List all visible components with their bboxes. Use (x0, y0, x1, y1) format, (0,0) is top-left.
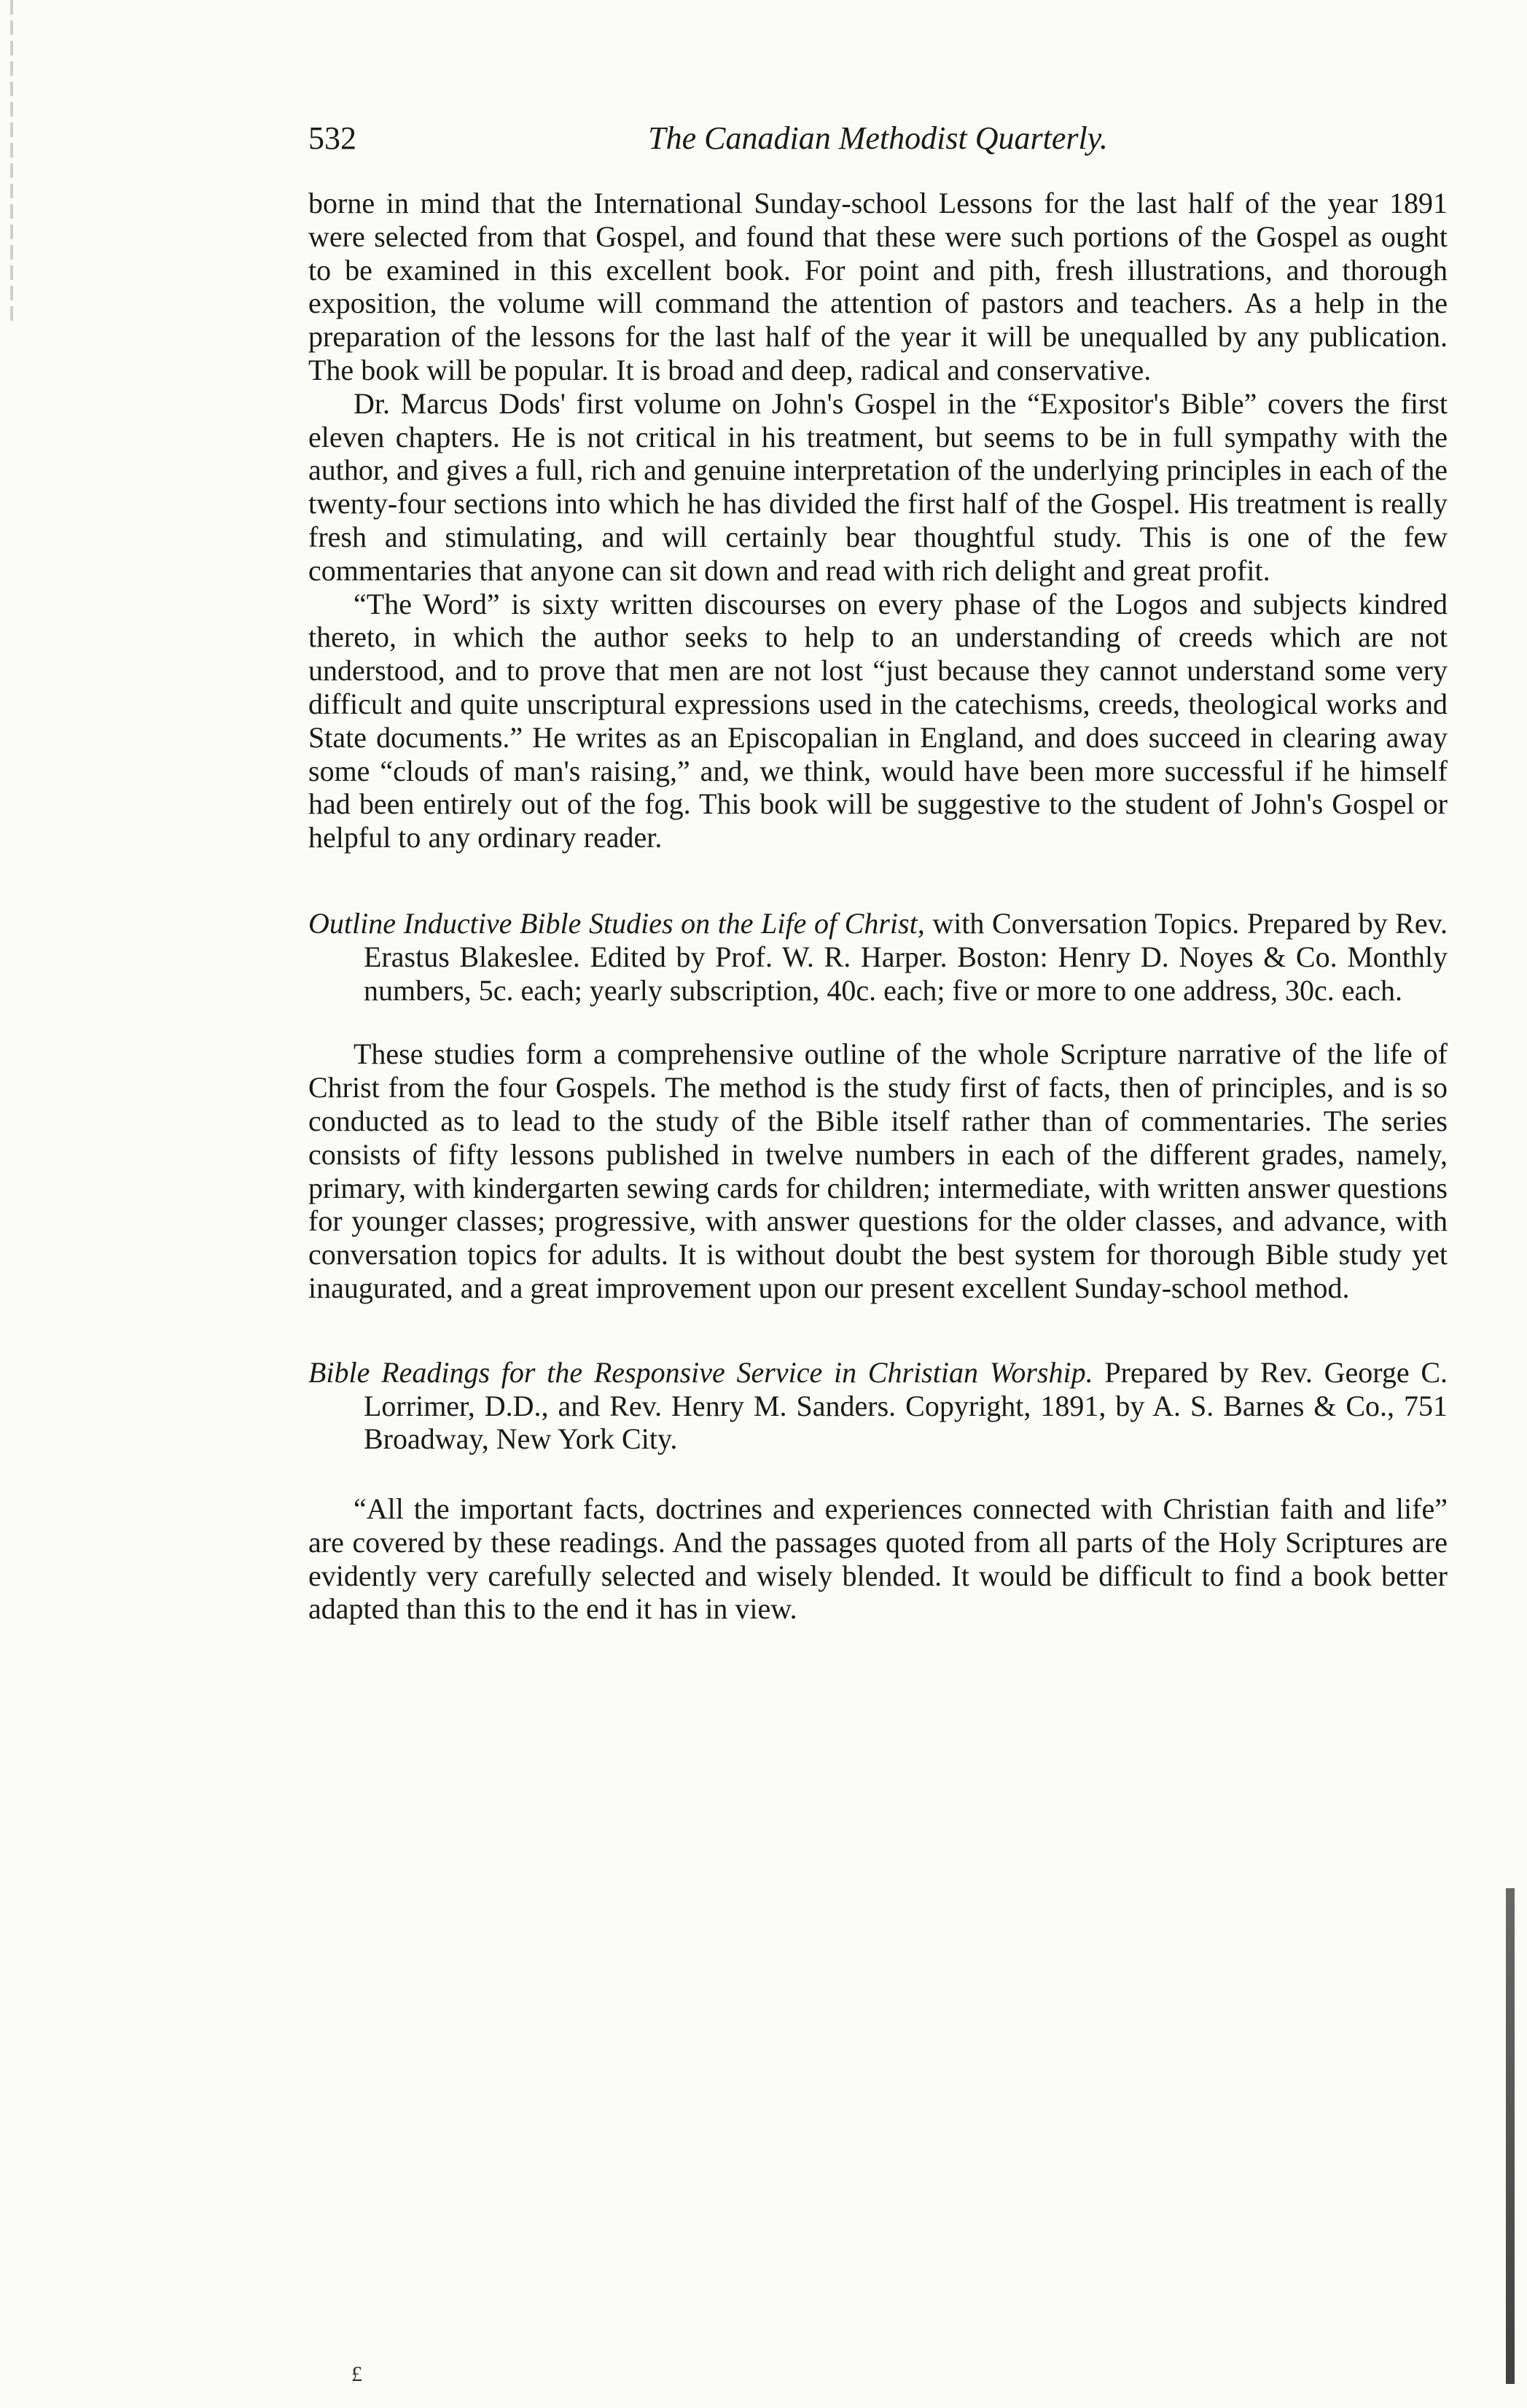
running-head (308, 109, 1448, 168)
page-number: 532 (308, 120, 356, 156)
scan-edge-artifact (1506, 1888, 1515, 2384)
journal-title: The Canadian Methodist Quarterly. (648, 120, 1108, 156)
scan-margin-artifact (10, 0, 13, 321)
footer-mark: £ (351, 2362, 362, 2386)
review-details: Prepared by Rev. George C. Lorrimer, D.D., and Rev. Henry M. Sanders. Copyright, 1891, by A. S. Barnes & Co., 751 Broadway, New York City. (364, 1355, 1448, 1456)
dods-paragraph: Dr. Marcus Dods' first volume on John's Gospel in the “Expositor's Bible” covers the first eleven chapters. He is not critical in his treatment, but seems to be in full sympathy with the author, and gives a full, rich and genuine interpretation of the underlying principles in each of the twenty-four sections into which he has divided the first half of the Gospel. His treatment is really fresh and stimulating, and will certainly bear thoughtful study. This is one of the few commentaries that anyone can sit down and read with rich delight and great profit. (308, 386, 1448, 587)
review-body-outline-studies: These studies form a comprehensive outline of the whole Scripture narrative of the life of Christ from the four Gospels. The method is the study first of facts, then of principles, and is so conducted as to lead to the study of the Bible itself rather than of commentaries. The series consists of fifty lessons published in twelve numbers in each of the different grades, namely, primary, with kindergarten sewing cards for children; intermediate, with written answer questions for younger classes; progressive, with answer questions for the older classes, and advance, with conversation topics for adults. It is without doubt the best system for thorough Bible study yet inaugurated, and a great improvement upon our present excellent Sunday-school method. (308, 1037, 1448, 1304)
review-heading-outline-studies (308, 907, 1448, 1007)
review-title: Bible Readings for the Responsive Service in Christian Worship. (308, 1355, 1093, 1389)
review-heading-bible-readings (308, 1356, 1448, 1456)
continued-paragraph: borne in mind that the International Sunday-school Lessons for the last half of the year 1891 were selected from that Gospel, and found that these were such portions of the Gospel as ought to be examined in this excellent book. For point and pith, fresh illustrations, and thorough exposition, the volume will command the attention of pastors and teachers. As a help in the preparation of the lessons for the last half of the year it will be unequalled by any publication. The book will be popular. It is broad and deep, radical and conservative. (308, 187, 1448, 386)
the-word-paragraph: “The Word” is sixty written discourses on every phase of the Logos and subjects kindred thereto, in which the author seeks to help to an understanding of creeds which are not understood, and to prove that men are not lost “just because they cannot understand some very difficult and quite unscriptural expressions used in the catechisms, creeds, theological works and State documents.” He writes as an Episcopalian in England, and does succeed in clearing away some “clouds of man's raising,” and, we think, would have been more successful if he himself had been entirely out of the fog. This book will be suggestive to the student of John's Gospel or helpful to any ordinary reader. (308, 587, 1448, 854)
review-title: Outline Inductive Bible Studies on the Life of Christ, (308, 906, 925, 940)
book-page (308, 109, 1448, 1626)
review-details: with Conversation Topics. Prepared by Rev. Erastus Blakeslee. Edited by Prof. W. R. Harper. Boston: Henry D. Noyes & Co. Monthly numbers, 5c. each; yearly subscription, 40c. each; five or more to one address, 30c. each. (364, 906, 1448, 1007)
review-body-bible-readings: “All the important facts, doctrines and experiences connected with Christian faith and life” are covered by these readings. And the passages quoted from all parts of the Holy Scriptures are evidently very carefully selected and wisely blended. It would be difficult to find a book better adapted than this to the end it has in view. (308, 1492, 1448, 1626)
page-content (308, 187, 1448, 1626)
